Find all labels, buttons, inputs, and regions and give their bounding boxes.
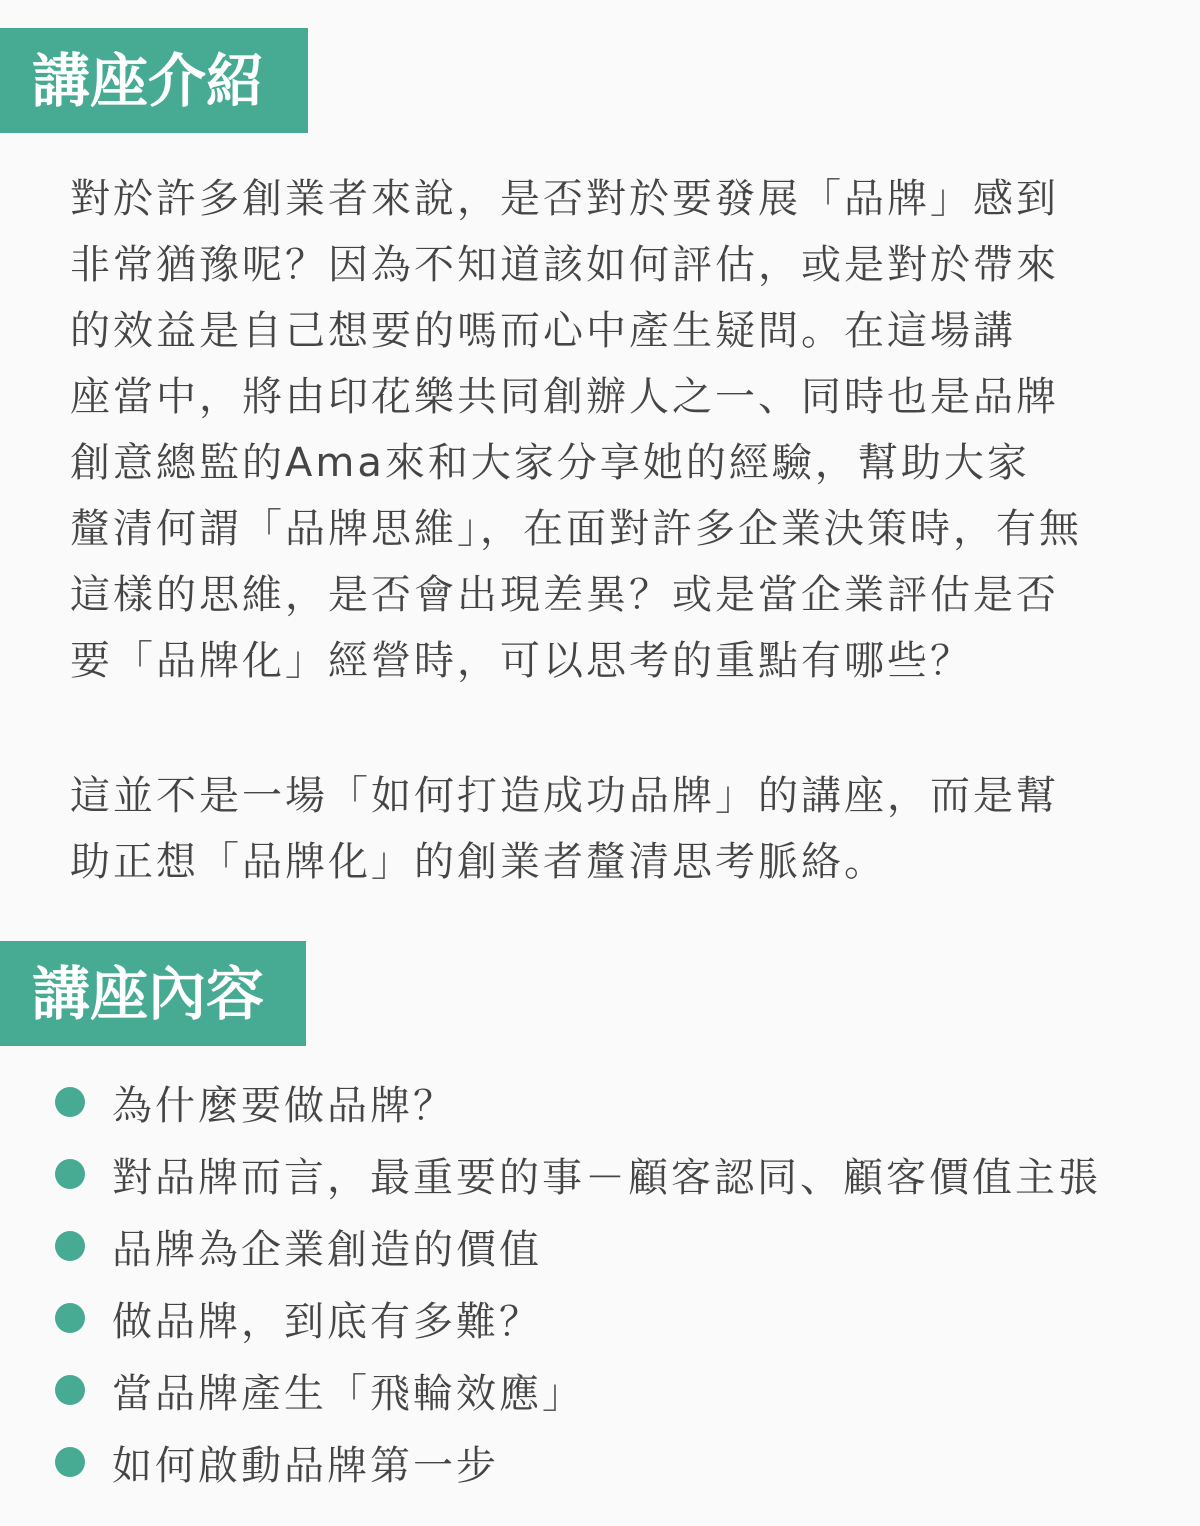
content-section-banner: [0, 941, 306, 1046]
list-item-text: 當品牌產生「飛輪效應」: [112, 1370, 585, 1417]
paragraph-line: 對於許多創業者來說，是否對於要發展「品牌」感到: [70, 176, 1059, 222]
list-item-text: 如何啟動品牌第一步: [112, 1442, 499, 1489]
list-item: [0, 1210, 1200, 1282]
intro-paragraph-2: [70, 763, 1160, 895]
bullet-dot-icon: [55, 1303, 85, 1333]
list-item-text: 為什麼要做品牌？: [112, 1082, 456, 1129]
paragraph-line: 這樣的思維，是否會出現差異？或是當企業評估是否: [70, 572, 1059, 618]
content-section-title: 講座內容: [32, 959, 265, 1028]
paragraph-line: 非常猶豫呢？因為不知道該如何評估，或是對於帶來: [70, 242, 1059, 288]
paragraph-line: 要「品牌化」經營時，可以思考的重點有哪些？: [70, 638, 973, 684]
list-item: [0, 1066, 1200, 1138]
bullet-dot-icon: [55, 1447, 85, 1477]
paragraph-line: 助正想「品牌化」的創業者釐清思考脈絡。: [70, 839, 887, 885]
paragraph-line: 的效益是自己想要的嗎而心中產生疑問。在這場講: [70, 308, 1016, 354]
paragraph-line: 座當中，將由印花樂共同創辦人之一、同時也是品牌: [70, 374, 1059, 420]
list-item-text: 做品牌，到底有多難？: [112, 1298, 542, 1345]
bullet-dot-icon: [55, 1159, 85, 1189]
content-bullet-list: [0, 1066, 1200, 1498]
list-item: [0, 1138, 1200, 1210]
bullet-dot-icon: [55, 1231, 85, 1261]
list-item: [0, 1282, 1200, 1354]
intro-section-banner: [0, 28, 308, 133]
list-item: [0, 1426, 1200, 1498]
paragraph-line: 這並不是一場「如何打造成功品牌」的講座，而是幫: [70, 773, 1059, 819]
bullet-dot-icon: [55, 1375, 85, 1405]
list-item-text: 品牌為企業創造的價值: [112, 1226, 542, 1273]
intro-paragraph-1: [70, 166, 1160, 694]
bullet-dot-icon: [55, 1087, 85, 1117]
list-item-text: 對品牌而言，最重要的事－顧客認同、顧客價值主張: [112, 1154, 1101, 1201]
paragraph-line: 創意總監的Ama來和大家分享她的經驗，幫助大家: [70, 440, 1030, 486]
paragraph-line: 釐清何謂「品牌思維」，在面對許多企業決策時，有無: [70, 506, 1082, 552]
list-item: [0, 1354, 1200, 1426]
intro-section-title: 講座介紹: [32, 46, 265, 115]
